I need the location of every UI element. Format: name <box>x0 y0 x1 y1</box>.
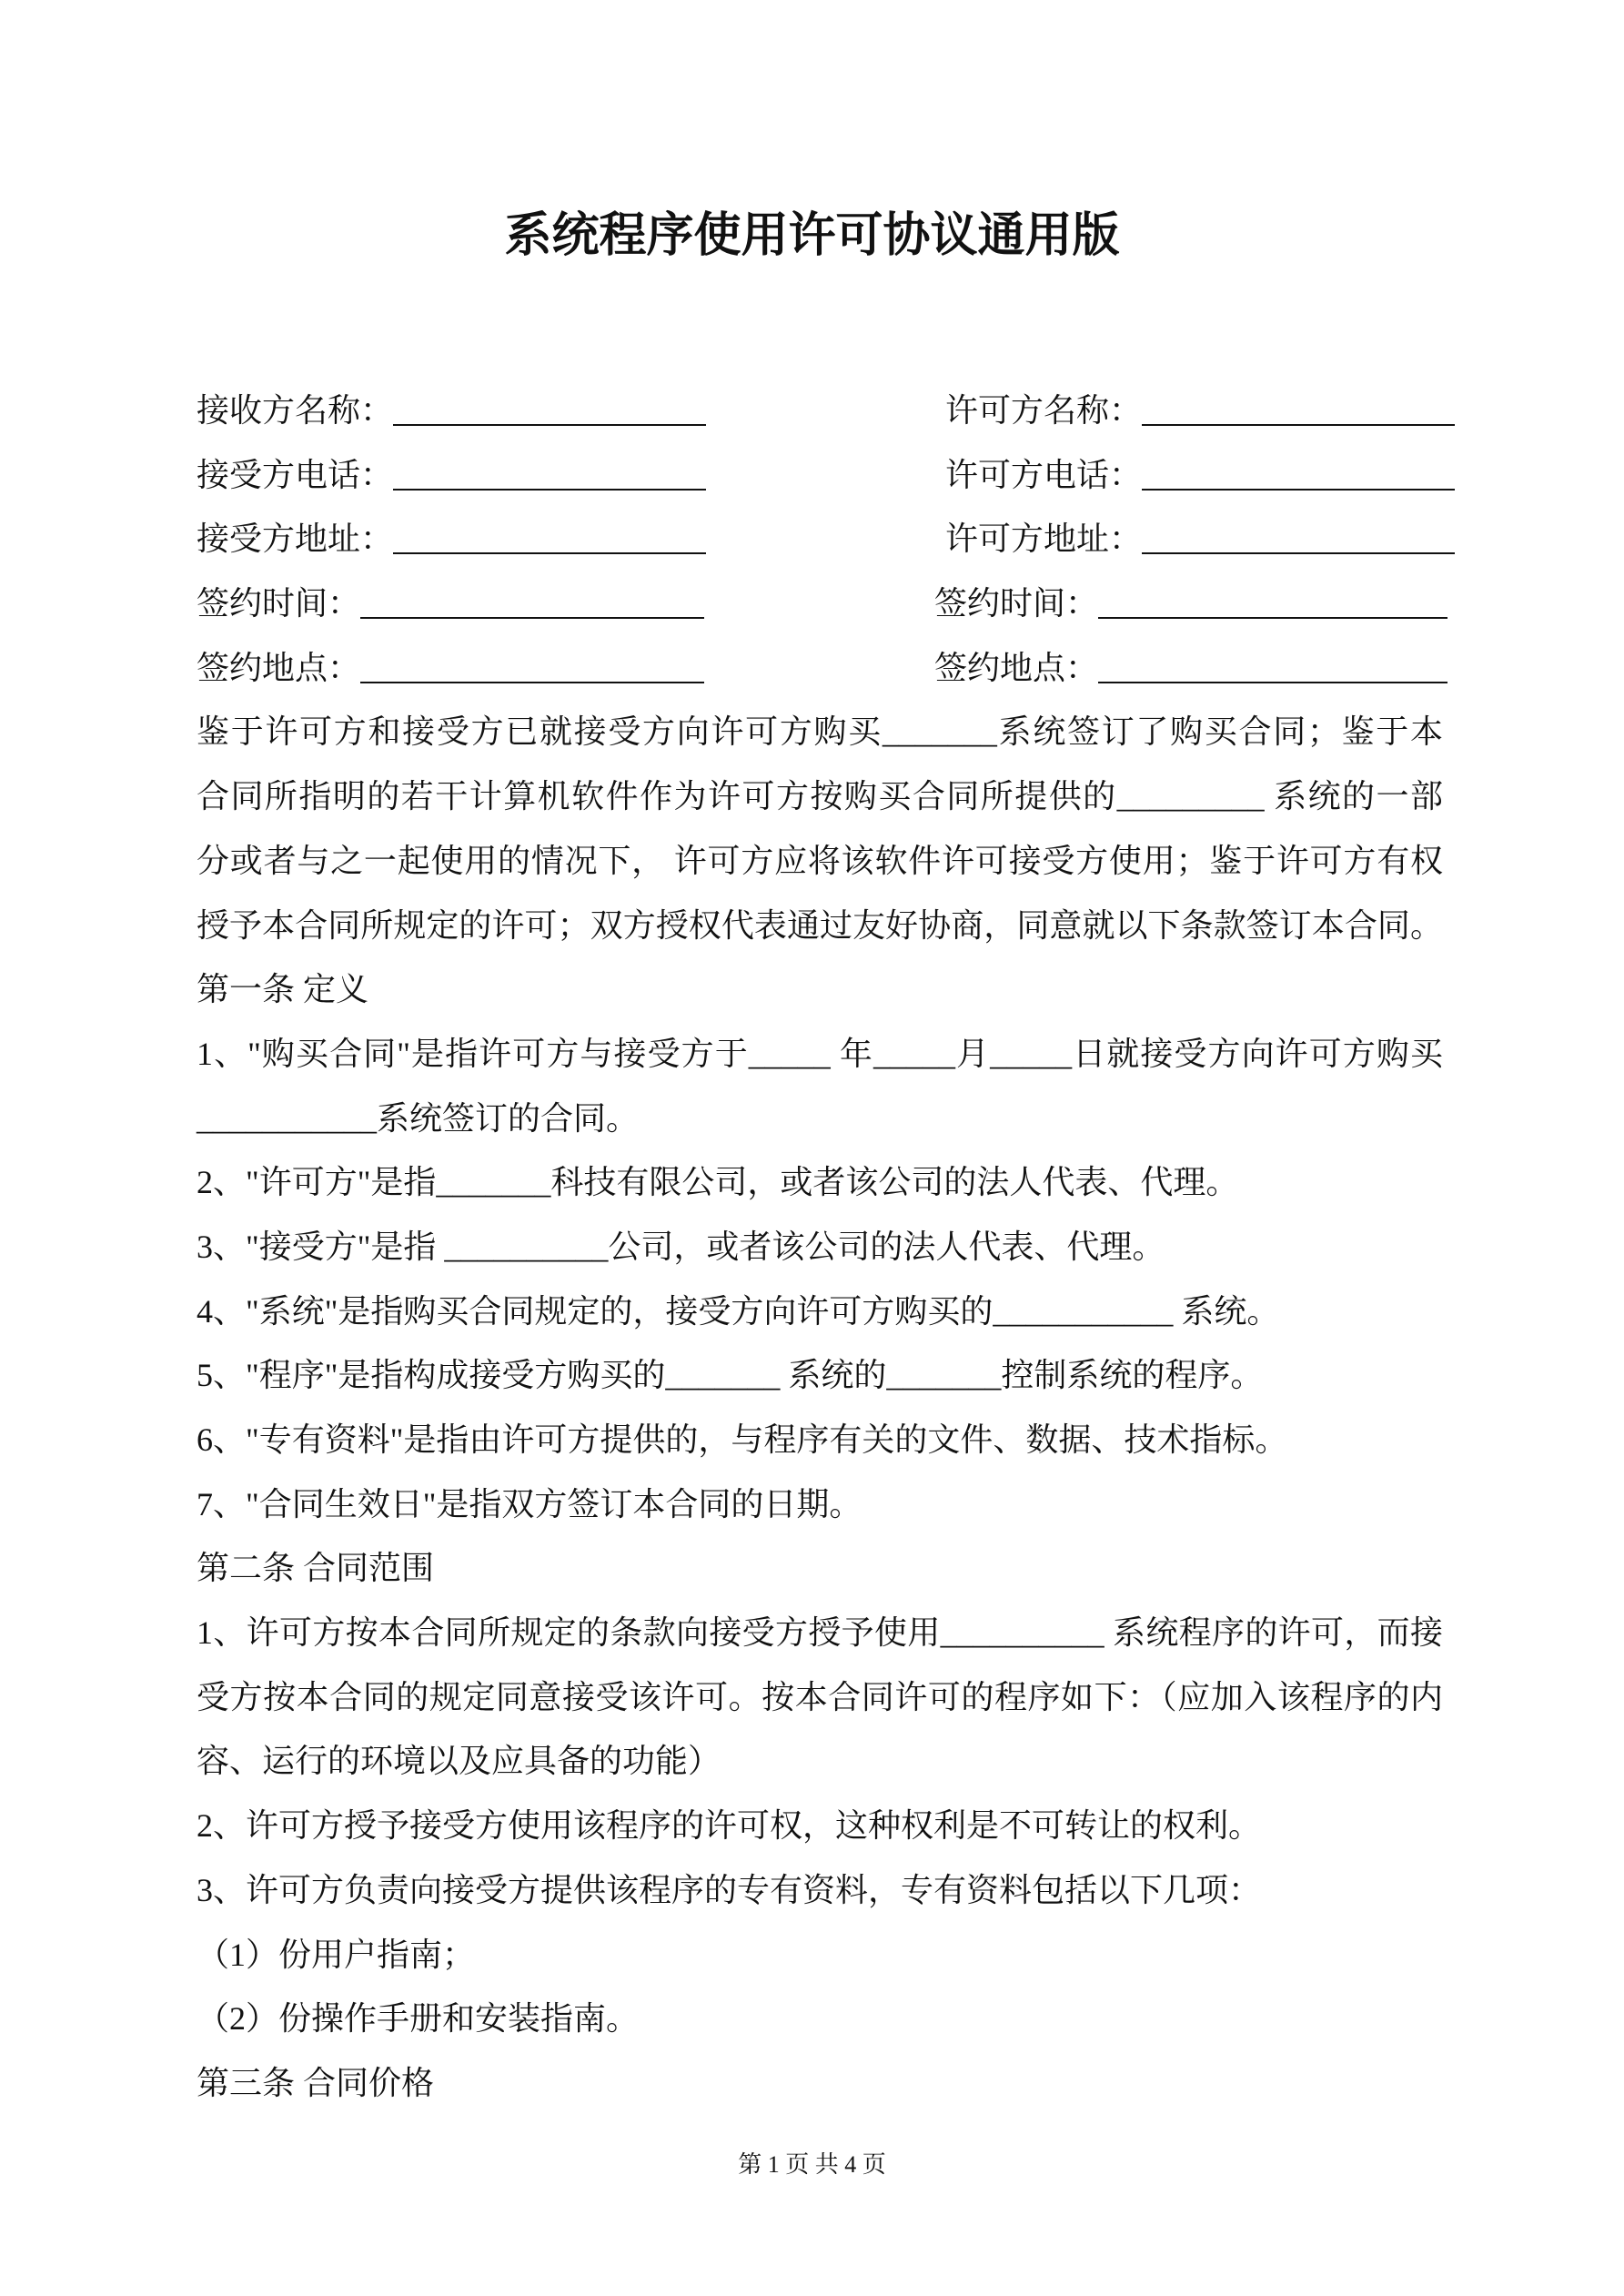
paragraph-line: 受方按本合同的规定同意接受该许可。按本合同许可的程序如下：（应加入该程序的内 <box>197 1678 1443 1715</box>
section-heading: 第一条 定义 <box>197 971 369 1008</box>
paragraph-line: 1、"购买合同"是指许可方与接受方于_____ 年_____月_____日就接受方向许可方购买 <box>197 1035 1443 1072</box>
paragraph-line: 1、许可方按本合同所规定的条款向接受方授予使用__________ 系统程序的许可，而接 <box>197 1614 1443 1652</box>
field-label: 签约时间： <box>197 585 361 622</box>
paragraph-line: 分或者与之一起使用的情况下， 许可方应将该软件许可接受方使用；鉴于许可方有权 <box>197 842 1443 879</box>
fill-blank <box>1142 507 1455 554</box>
paragraph-line: 3、"接受方"是指 __________公司，或者该公司的法人代表、代理。 <box>197 1228 1165 1265</box>
field-label: 许可方电话： <box>945 456 1143 493</box>
paragraph-line: 2、"许可方"是指_______科技有限公司，或者该公司的法人代表、代理。 <box>197 1164 1239 1201</box>
fill-blank <box>393 507 706 554</box>
paragraph-line: 4、"系统"是指购买合同规定的，接受方向许可方购买的___________ 系统。 <box>197 1292 1280 1330</box>
paragraph-line: 2、许可方授予接受方使用该程序的许可权，这种权利是不可转让的权利。 <box>197 1807 1262 1845</box>
paragraph-line: 合同所指明的若干计算机软件作为许可方按购买合同所提供的_________ 系统的一部 <box>197 778 1443 815</box>
field-label: 许可方地址： <box>945 521 1143 558</box>
paragraph-line: 7、"合同生效日"是指双方签订本合同的日期。 <box>197 1485 862 1522</box>
field-label: 签约地点： <box>197 649 361 686</box>
fill-blank <box>1142 379 1455 426</box>
field-label: 接受方地址： <box>197 521 394 558</box>
fill-blank <box>1098 571 1447 619</box>
page-number: 第 1 页 共 4 页 <box>738 2151 886 2178</box>
paragraph-line: 鉴于许可方和接受方已就接受方向许可方购买_______系统签订了购买合同；鉴于本 <box>197 713 1443 751</box>
paragraph-line: 5、"程序"是指构成接受方购买的_______ 系统的_______控制系统的程序。 <box>197 1357 1264 1394</box>
field-row <box>197 571 1443 636</box>
document-body <box>197 379 1443 2116</box>
field-label: 签约时间： <box>934 585 1099 622</box>
fill-blank <box>1098 636 1447 683</box>
fill-blank <box>1142 443 1455 491</box>
section-heading: 第二条 合同范围 <box>197 1550 435 1587</box>
document-title: 系统程序使用许可协议通用版 <box>504 210 1120 262</box>
field-label: 许可方名称： <box>945 392 1143 429</box>
field-row <box>197 507 1443 571</box>
paragraph-line: 6、"专有资料"是指由许可方提供的，与程序有关的文件、数据、技术指标。 <box>197 1421 1288 1458</box>
fill-blank <box>393 443 706 491</box>
fill-blank <box>393 379 706 426</box>
section-heading: 第三条 合同价格 <box>197 2064 435 2101</box>
field-label: 接受方电话： <box>197 456 394 493</box>
field-row <box>197 379 1443 443</box>
paragraph-line: 容、运行的环境以及应具备的功能） <box>197 1743 721 1780</box>
list-item: （2）份操作手册和安装指南。 <box>197 2000 640 2038</box>
fill-blank <box>360 571 704 619</box>
list-item: （1）份用户指南； <box>197 1936 476 1973</box>
paragraph-line: ___________系统签订的合同。 <box>197 1099 640 1137</box>
field-row <box>197 636 1443 701</box>
field-label: 签约地点： <box>934 649 1099 686</box>
paragraph-line: 授予本合同所规定的许可；双方授权代表通过友好协商，同意就以下条款签订本合同。 <box>197 906 1443 944</box>
paragraph-line: 3、许可方负责向接受方提供该程序的专有资料，专有资料包括以下几项： <box>197 1871 1262 1908</box>
field-row <box>197 443 1443 508</box>
fill-blank <box>360 636 704 683</box>
field-label: 接收方名称： <box>197 392 394 429</box>
